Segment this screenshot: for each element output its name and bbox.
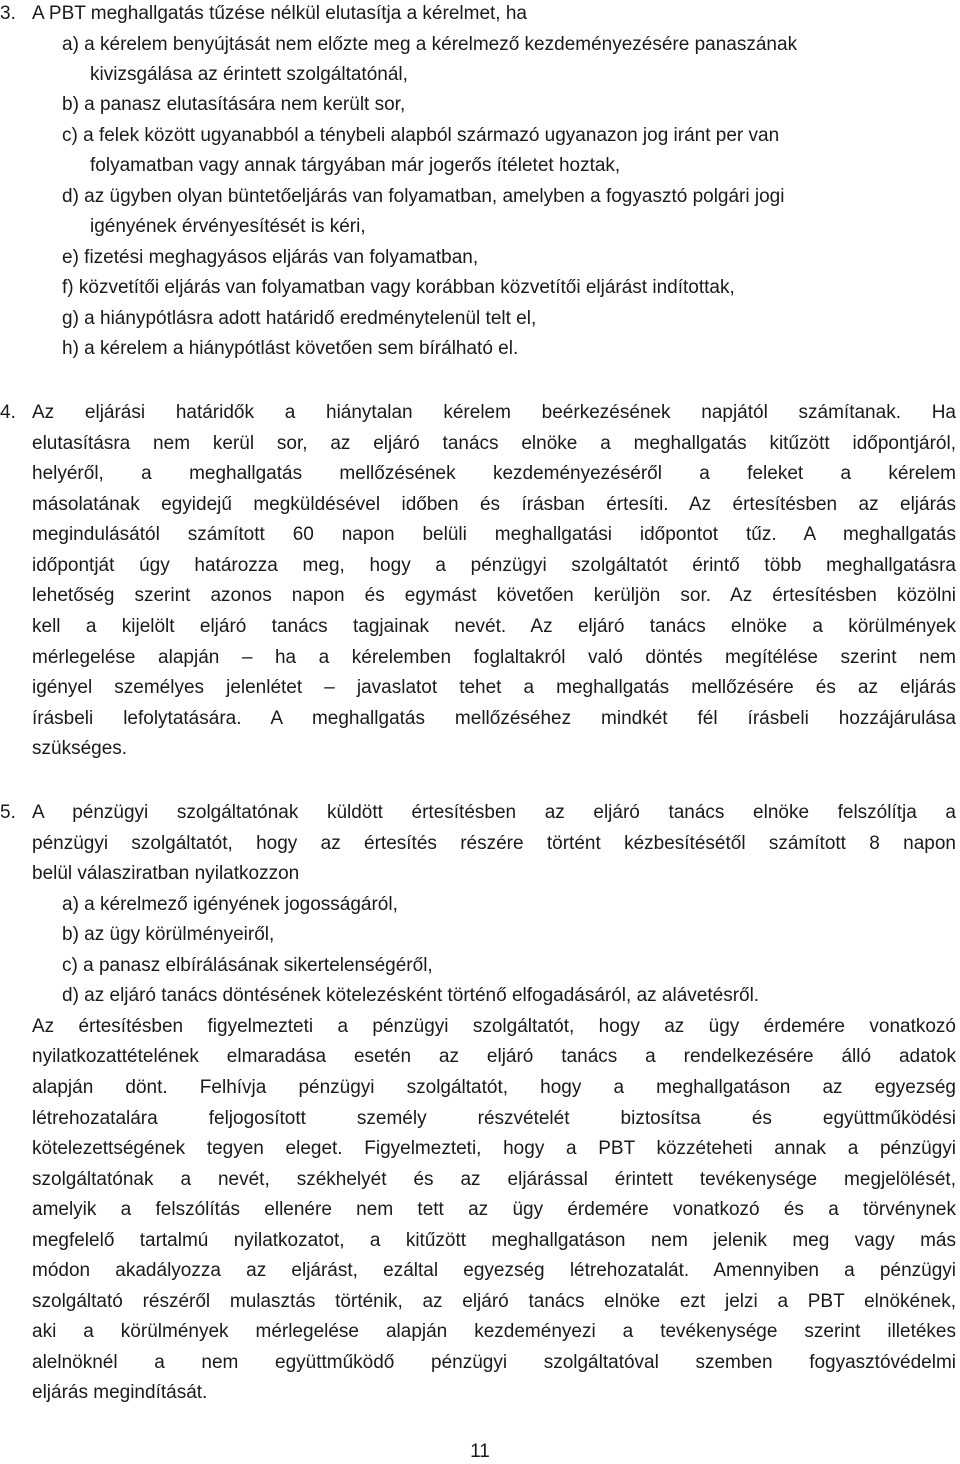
list-item-3e: e) fizetési meghagyásos eljárás van folyamatban,	[62, 247, 479, 268]
list-item-3a-line2: kivizsgálása az érintett szolgáltatónál,	[90, 64, 408, 85]
section-4-line: helyéről, a meghallgatás mellőzésének kezdeményezéséről a feleket a kérelem	[32, 463, 956, 484]
list-item-3d-line1: d) az ügyben olyan büntetőeljárás van folyamatban, amelyben a fogyasztó polgári jogi	[62, 186, 785, 207]
section-5-line: A pénzügyi szolgáltatónak küldött értesítésben az eljáró tanács elnöke felszólítja a	[32, 802, 956, 823]
section-4-line: mérlegelése alapján – ha a kérelemben foglaltakról való döntés megítélése szerint nem	[32, 647, 956, 668]
section-3-number: 3.	[0, 3, 16, 24]
section-4-line: megindulásától számított 60 napon belüli meghallgatási időpontot tűz. A meghallgatás	[32, 524, 956, 545]
list-item-3b: b) a panasz elutasítására nem került sor,	[62, 94, 406, 115]
section-4-line: igényel személyes jelenlétet – javaslatot tehet a meghallgatás mellőzésére és az eljárás	[32, 677, 956, 698]
section-4-line: lehetőség szerint azonos napon és egymást követően kerüljön sor. Az értesítésben közölni	[32, 585, 956, 606]
section-4-line: Az eljárási határidők a hiánytalan kérelem beérkezésének napjától számítanak. Ha	[32, 402, 956, 423]
list-item-3a-line1: a) a kérelem benyújtását nem előzte meg a kérelmező kezdeményezésére panaszának	[62, 34, 798, 55]
section-5-line: belül válasziratban nyilatkozzon	[32, 863, 300, 884]
section-4-line: kell a kijelölt eljáró tanács tagjainak nevét. Az eljáró tanács elnöke a körülmények	[32, 616, 956, 637]
section-5-after-line: alelnöknél a nem együttműködő pénzügyi szolgáltatóval szemben fogyasztóvédelmi	[32, 1352, 956, 1373]
page-number: 11	[470, 1441, 490, 1462]
list-item-3h: h) a kérelem a hiánypótlást követően sem bírálható el.	[62, 338, 519, 359]
section-5-after-line: amelyik a felszólítás ellenére nem tett az ügy érdemére vonatkozó és a törvénynek	[32, 1199, 956, 1220]
list-item-5b: b) az ügy körülményeiről,	[62, 924, 275, 945]
section-5-after-line: módon akadályozza az eljárást, ezáltal egyezség létrehozatalát. Amennyiben a pénzügyi	[32, 1260, 956, 1281]
section-3-intro: A PBT meghallgatás tűzése nélkül elutasítja a kérelmet, ha	[32, 3, 527, 24]
section-5-after-line: Az értesítésben figyelmezteti a pénzügyi szolgáltatót, hogy az ügy érdemére vonatkozó	[32, 1016, 956, 1037]
section-5-after-line: szolgáltatónak a nevét, székhelyét és az eljárással érintett tevékenysége megjelölését,	[32, 1169, 956, 1190]
section-5-number: 5.	[0, 802, 16, 823]
section-5-after-line: szolgáltató részéről mulasztás történik, az eljáró tanács elnöke ezt jelzi a PBT elnökének,	[32, 1291, 956, 1312]
section-4-number: 4.	[0, 402, 16, 423]
list-item-3f: f) közvetítői eljárás van folyamatban vagy korábban közvetítői eljárást indítottak,	[62, 277, 735, 298]
section-5-after-line: kötelezettségének tegyen eleget. Figyelmezteti, hogy a PBT közzéteheti annak a pénzügyi	[32, 1138, 956, 1159]
list-item-5a: a) a kérelmező igényének jogosságáról,	[62, 894, 398, 915]
section-5-after-line: nyilatkozattételének elmaradása esetén az eljáró tanács a rendelkezésére álló adatok	[32, 1046, 956, 1067]
section-4-line: másolatának egyidejű megküldésével időben és írásban értesíti. Az értesítésben az eljárás	[32, 494, 956, 515]
section-5-after-line: aki a körülmények mérlegelése alapján kezdeményezi a tevékenysége szerint illetékes	[32, 1321, 956, 1342]
section-5-after-line: megfelelő tartalmú nyilatkozatot, a kitűzött meghallgatáson nem jelenik meg vagy más	[32, 1230, 956, 1251]
section-5-line: pénzügyi szolgáltatót, hogy az értesítés részére történt kézbesítésétől számított 8 napon	[32, 833, 956, 854]
section-4-line: elutasításra nem kerül sor, az eljáró tanács elnöke a meghallgatás kitűzött időpontjáról,	[32, 433, 956, 454]
list-item-3c-line1: c) a felek között ugyanabból a ténybeli alapból származó ugyanazon jog iránt per van	[62, 125, 780, 146]
section-4-line: írásbeli lefolytatására. A meghallgatás mellőzéséhez mindkét fél írásbeli hozzájárulása	[32, 708, 956, 729]
section-5-after-line: létrehozatalára feljogosított személy részvételét biztosítsa és együttműködési	[32, 1108, 956, 1129]
section-4-line: szükséges.	[32, 738, 128, 759]
list-item-5d: d) az eljáró tanács döntésének kötelezésként történő elfogadásáról, az alávetésről.	[62, 985, 760, 1006]
list-item-3c-line2: folyamatban vagy annak tárgyában már jogerős ítéletet hoztak,	[90, 155, 621, 176]
list-item-5c: c) a panasz elbírálásának sikertelenségéről,	[62, 955, 433, 976]
section-4-line: időpontját úgy határozza meg, hogy a pénzügyi szolgáltatót érintő több meghallgatásra	[32, 555, 956, 576]
list-item-3g: g) a hiánypótlásra adott határidő eredménytelenül telt el,	[62, 308, 537, 329]
section-5-after-line: eljárás megindítását.	[32, 1382, 208, 1403]
section-5-after-line: alapján dönt. Felhívja pénzügyi szolgáltatót, hogy a meghallgatáson az egyezség	[32, 1077, 956, 1098]
list-item-3d-line2: igényének érvényesítését is kéri,	[90, 216, 366, 237]
